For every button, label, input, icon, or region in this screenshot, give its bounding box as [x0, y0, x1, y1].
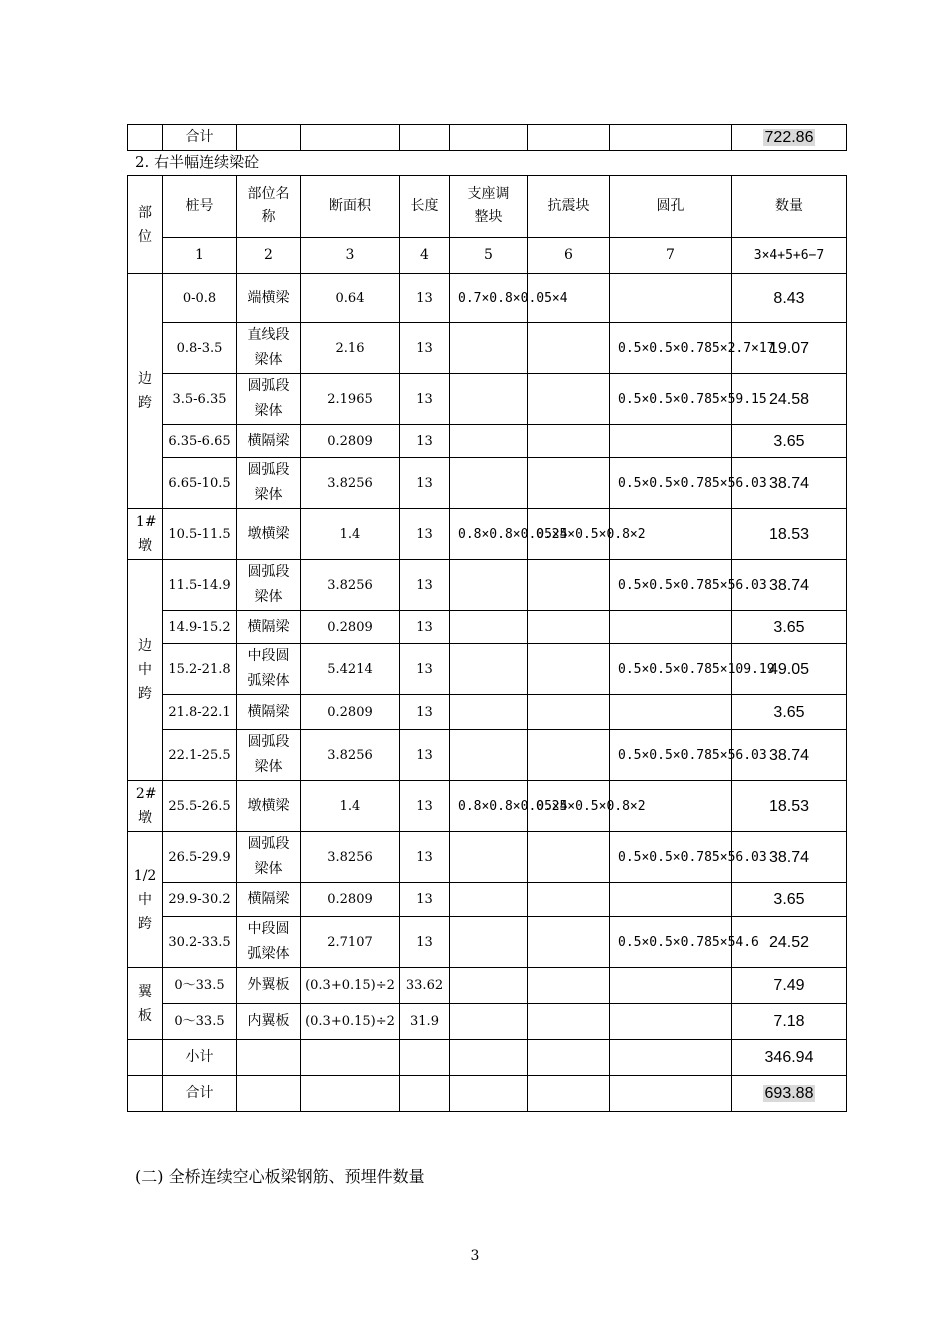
hole-cell: 0.5×0.5×0.785×56.03	[610, 832, 732, 883]
bearing-cell	[450, 458, 528, 509]
header-part-name: 部位名称	[247, 186, 290, 225]
part-name-cell: 横隔梁	[247, 891, 290, 907]
pile-cell: 10.5-11.5	[163, 509, 237, 560]
area-cell: (0.3+0.15)÷2	[301, 1004, 400, 1040]
hole-cell	[610, 611, 732, 644]
bearing-cell	[450, 425, 528, 458]
seismic-cell	[528, 611, 610, 644]
hole-cell: 0.5×0.5×0.785×56.03	[610, 458, 732, 509]
subsection-title: (二) 全桥连续空心板梁钢筋、预埋件数量	[135, 1167, 425, 1186]
bearing-cell	[450, 374, 528, 425]
formula-header: 3×4+5+6−7	[732, 238, 847, 274]
group-label: 边跨	[128, 274, 163, 509]
area-cell: 3.8256	[301, 560, 400, 611]
seismic-cell	[528, 917, 610, 968]
length-cell: 13	[400, 323, 450, 374]
area-cell: 0.2809	[301, 611, 400, 644]
col-number: 4	[400, 238, 450, 274]
seismic-cell: 0.25×0.5×0.8×2	[528, 781, 610, 832]
part-name-cell: 圆弧段梁体	[247, 378, 290, 419]
length-cell: 13	[400, 781, 450, 832]
concrete-quantity-table	[127, 175, 847, 1112]
header-bearing: 支座调整块	[467, 186, 510, 225]
area-cell: 1.4	[301, 781, 400, 832]
bearing-cell	[450, 1004, 528, 1040]
seismic-cell	[528, 968, 610, 1004]
seismic-cell	[528, 832, 610, 883]
header-length: 长度	[400, 176, 450, 238]
area-cell: 3.8256	[301, 458, 400, 509]
part-name-cell: 横隔梁	[247, 703, 290, 720]
qty-cell: 38.74	[732, 832, 847, 883]
length-cell: 13	[400, 883, 450, 917]
page-number: 3	[470, 1248, 480, 1264]
hole-cell	[610, 425, 732, 458]
qty-cell: 38.74	[732, 458, 847, 509]
col-number: 5	[450, 238, 528, 274]
qty-cell: 18.53	[732, 509, 847, 560]
header-part: 部位	[128, 176, 163, 274]
pile-cell: 22.1-25.5	[163, 730, 237, 781]
qty-cell: 49.05	[732, 644, 847, 695]
qty-cell: 3.65	[732, 695, 847, 730]
bearing-cell: 0.8×0.8×0.05×4	[450, 509, 528, 560]
bearing-cell	[450, 730, 528, 781]
part-name-cell: 圆弧段梁体	[247, 734, 290, 775]
subtotal-label: 小计	[163, 1040, 237, 1076]
bearing-cell	[450, 560, 528, 611]
area-cell: 2.1965	[301, 374, 400, 425]
length-cell: 13	[400, 425, 450, 458]
hole-cell: 0.5×0.5×0.785×54.6	[610, 917, 732, 968]
part-name-cell: 圆弧段梁体	[247, 462, 290, 503]
qty-cell: 24.58	[732, 374, 847, 425]
seismic-cell	[528, 560, 610, 611]
part-name-cell: 端横梁	[247, 289, 290, 306]
subtotal-value: 346.94	[732, 1040, 847, 1076]
area-cell: 2.16	[301, 323, 400, 374]
pile-cell: 0～33.5	[163, 1004, 237, 1040]
pile-cell: 3.5-6.35	[163, 374, 237, 425]
hole-cell	[610, 968, 732, 1004]
length-cell: 13	[400, 274, 450, 323]
header-hole: 圆孔	[610, 176, 732, 238]
part-name-cell: 墩横梁	[247, 797, 290, 814]
length-cell: 13	[400, 458, 450, 509]
col-number: 7	[610, 238, 732, 274]
group-label: 边中跨	[128, 560, 163, 781]
seismic-cell	[528, 883, 610, 917]
seismic-cell	[528, 323, 610, 374]
hole-cell: 0.5×0.5×0.785×56.03	[610, 560, 732, 611]
pile-cell: 25.5-26.5	[163, 781, 237, 832]
hole-cell: 0.5×0.5×0.785×56.03	[610, 730, 732, 781]
qty-cell: 7.49	[732, 968, 847, 1004]
pile-cell: 26.5-29.9	[163, 832, 237, 883]
header-qty: 数量	[732, 176, 847, 238]
qty-cell: 8.43	[732, 274, 847, 323]
bearing-cell	[450, 883, 528, 917]
area-cell: 0.2809	[301, 695, 400, 730]
header-pile: 桩号	[163, 176, 237, 238]
bearing-cell	[450, 695, 528, 730]
pile-cell: 0-0.8	[163, 274, 237, 323]
pile-cell: 0～33.5	[163, 968, 237, 1004]
seismic-cell	[528, 1004, 610, 1040]
area-cell: 1.4	[301, 509, 400, 560]
group-label: 1/2中跨	[128, 832, 163, 968]
pile-cell: 30.2-33.5	[163, 917, 237, 968]
length-cell: 13	[400, 730, 450, 781]
pile-cell: 14.9-15.2	[163, 611, 237, 644]
col-number: 2	[237, 238, 301, 274]
previous-total-table	[127, 124, 847, 151]
part-name-cell: 圆弧段梁体	[247, 836, 290, 877]
qty-cell: 38.74	[732, 560, 847, 611]
bearing-cell	[450, 644, 528, 695]
length-cell: 13	[400, 917, 450, 968]
area-cell: 0.2809	[301, 883, 400, 917]
pile-cell: 15.2-21.8	[163, 644, 237, 695]
col-number: 6	[528, 238, 610, 274]
total-label: 合计	[163, 125, 237, 151]
length-cell: 13	[400, 611, 450, 644]
area-cell: 0.2809	[301, 425, 400, 458]
seismic-cell	[528, 730, 610, 781]
header-seismic: 抗震块	[528, 176, 610, 238]
hole-cell	[610, 883, 732, 917]
qty-cell: 18.53	[732, 781, 847, 832]
seismic-cell	[528, 458, 610, 509]
seismic-cell	[528, 695, 610, 730]
length-cell: 13	[400, 832, 450, 883]
part-name-cell: 外翼板	[247, 977, 290, 993]
qty-cell: 24.52	[732, 917, 847, 968]
hole-cell	[610, 274, 732, 323]
hole-cell	[610, 1004, 732, 1040]
part-name-cell: 直线段梁体	[247, 327, 290, 368]
qty-cell: 3.65	[732, 883, 847, 917]
hole-cell: 0.5×0.5×0.785×59.15	[610, 374, 732, 425]
length-cell: 33.62	[400, 968, 450, 1004]
qty-cell: 19.07	[732, 323, 847, 374]
qty-cell: 7.18	[732, 1004, 847, 1040]
group-label: 1#墩	[128, 509, 163, 560]
part-name-cell: 中段圆弧梁体	[247, 921, 290, 962]
length-cell: 13	[400, 374, 450, 425]
part-name-cell: 圆弧段梁体	[247, 564, 290, 605]
area-cell: (0.3+0.15)÷2	[301, 968, 400, 1004]
part-name-cell: 中段圆弧梁体	[247, 648, 290, 689]
length-cell: 13	[400, 644, 450, 695]
seismic-cell: 0.25×0.5×0.8×2	[528, 509, 610, 560]
part-name-cell: 内翼板	[247, 1013, 290, 1029]
previous-total-value: 722.86	[764, 129, 814, 146]
total-value: 693.88	[764, 1085, 814, 1102]
area-cell: 0.64	[301, 274, 400, 323]
area-cell: 3.8256	[301, 730, 400, 781]
qty-cell: 3.65	[732, 611, 847, 644]
pile-cell: 6.35-6.65	[163, 425, 237, 458]
pile-cell: 29.9-30.2	[163, 883, 237, 917]
area-cell: 3.8256	[301, 832, 400, 883]
pile-cell: 11.5-14.9	[163, 560, 237, 611]
bearing-cell: 0.7×0.8×0.05×4	[450, 274, 528, 323]
bearing-cell	[450, 611, 528, 644]
empty-cell	[128, 125, 163, 151]
bearing-cell: 0.8×0.8×0.05×4	[450, 781, 528, 832]
length-cell: 13	[400, 509, 450, 560]
pile-cell: 6.65-10.5	[163, 458, 237, 509]
group-label: 2#墩	[128, 781, 163, 832]
qty-cell: 3.65	[732, 425, 847, 458]
total-label: 合计	[163, 1076, 237, 1112]
hole-cell: 0.5×0.5×0.785×2.7×17	[610, 323, 732, 374]
pile-cell: 21.8-22.1	[163, 695, 237, 730]
qty-cell: 38.74	[732, 730, 847, 781]
area-cell: 2.7107	[301, 917, 400, 968]
part-name-cell: 横隔梁	[247, 432, 290, 449]
header-area: 断面积	[301, 176, 400, 238]
bearing-cell	[450, 832, 528, 883]
group-label: 翼板	[128, 968, 163, 1040]
section-title: 2. 右半幅连续梁砼	[135, 153, 260, 171]
part-name-cell: 横隔梁	[247, 618, 290, 635]
bearing-cell	[450, 968, 528, 1004]
seismic-cell	[528, 425, 610, 458]
seismic-cell	[528, 644, 610, 695]
col-number: 3	[301, 238, 400, 274]
length-cell: 13	[400, 560, 450, 611]
hole-cell	[610, 695, 732, 730]
part-name-cell: 墩横梁	[247, 525, 290, 542]
hole-cell: 0.5×0.5×0.785×109.19	[610, 644, 732, 695]
col-number: 1	[163, 238, 237, 274]
pile-cell: 0.8-3.5	[163, 323, 237, 374]
length-cell: 13	[400, 695, 450, 730]
seismic-cell	[528, 374, 610, 425]
length-cell: 31.9	[400, 1004, 450, 1040]
area-cell: 5.4214	[301, 644, 400, 695]
bearing-cell	[450, 323, 528, 374]
bearing-cell	[450, 917, 528, 968]
